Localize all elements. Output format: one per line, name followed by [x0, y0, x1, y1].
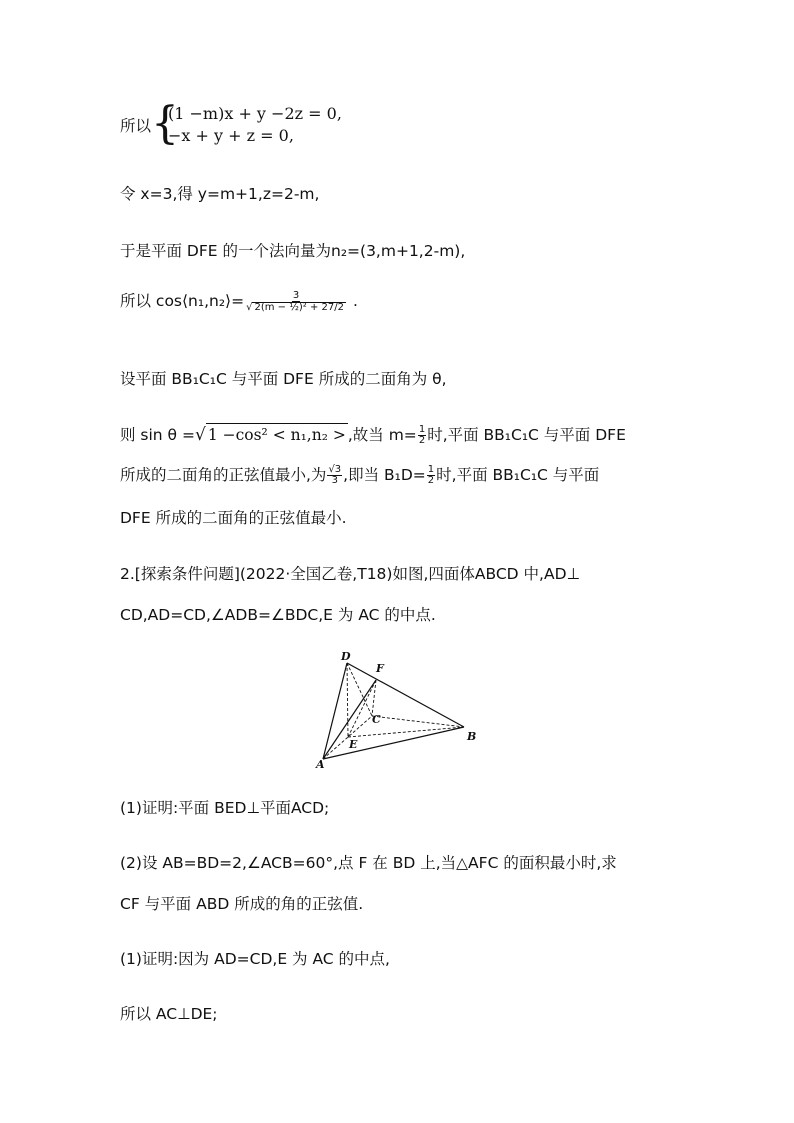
sin-mid: ,故当 m=: [347, 426, 417, 444]
sin-radicand: 1 −cos² < n₁,n₂ >: [206, 423, 348, 446]
line6-part-a: 所成的二面角的正弦值最小,为: [120, 466, 327, 484]
tetrahedron-figure: [312, 645, 492, 770]
edge-DC: [347, 663, 372, 716]
sqrt3-den: 3: [331, 475, 338, 486]
equation-system: [120, 98, 420, 149]
question-2-line-2: CF 与平面 ABD 所成的角的正弦值.: [120, 895, 364, 913]
proof-line-1: (1)证明:因为 AD=CD,E 为 AC 的中点,: [120, 950, 390, 968]
question-2-line-1: (2)设 AB=BD=2,∠ACB=60°,点 F 在 BD 上,当△AFC 的面积最小时,求: [120, 854, 617, 872]
sin-tail: 时,平面 BB₁C₁C 与平面 DFE: [427, 426, 626, 444]
sin-prefix: 则 sin θ =: [120, 426, 195, 444]
half-den-1: 2: [418, 435, 426, 446]
proof-line-2: 所以 AC⊥DE;: [120, 1005, 218, 1023]
half-fraction-1: [418, 425, 426, 446]
text-line-1: 令 x=3,得 y=m+1,z=2-m,: [120, 185, 320, 203]
equation-1: (1 −m)x + y −2z = 0,: [168, 104, 342, 123]
equation-2: −x + y + z = 0,: [168, 126, 294, 145]
sqrt-symbol: √: [194, 425, 206, 445]
edge-DA: [323, 663, 347, 759]
text-line-6: [120, 464, 599, 486]
label-B: B: [467, 730, 477, 743]
edge-EB: [348, 727, 464, 737]
left-brace: {: [151, 98, 179, 149]
half-fraction-2: [427, 465, 435, 486]
edge-CB: [372, 716, 464, 727]
cos-prefix: 所以 cos⟨n₁,n₂⟩=: [120, 292, 245, 310]
line6-part-c: 时,平面 BB₁C₁C 与平面: [436, 466, 600, 484]
sqrt3-num: √3: [328, 464, 342, 475]
sqrt3-fraction: [327, 465, 342, 486]
edge-AB: [323, 727, 464, 759]
text-line-2: 于是平面 DFE 的一个法向量为n₂=(3,m+1,2-m),: [120, 242, 466, 260]
label-D: D: [341, 650, 351, 663]
half-num-2: 1: [427, 464, 435, 475]
label-C: C: [372, 713, 381, 726]
edge-DB: [347, 663, 464, 727]
cos-numerator: 3: [292, 289, 300, 301]
system-label: 所以: [120, 117, 152, 135]
sin-radical: [206, 423, 348, 446]
sin-line: [120, 423, 626, 446]
half-den-2: 2: [427, 475, 435, 486]
problem-line-2: CD,AD=CD,∠ADB=∠BDC,E 为 AC 的中点.: [120, 606, 436, 624]
line6-part-b: ,即当 B₁D=: [343, 466, 426, 484]
cos-line: 所以 cos⟨n₁,n₂⟩= $\frac{3}{\text{√ 2(m − ½)² + 27/2}}$ .: [120, 289, 358, 313]
cos-fraction: [245, 291, 347, 313]
text-line-4: 设平面 BB₁C₁C 与平面 DFE 所成的二面角为 θ,: [120, 370, 447, 388]
edge-DE: [347, 663, 348, 737]
cos-denominator: √ 2(m − ½)² + 27/2: [246, 301, 345, 313]
label-A: A: [316, 758, 325, 770]
label-E: E: [349, 738, 358, 751]
label-F: F: [376, 662, 384, 675]
question-1: (1)证明:平面 BED⊥平面ACD;: [120, 799, 330, 817]
cos-denominator-radicand: 2(m − ½)² + 27/2: [254, 301, 345, 313]
problem-line-1: 2.[探索条件问题](2022·全国乙卷,T18)如图,四面体ABCD 中,AD⊥: [120, 565, 581, 583]
half-num-1: 1: [418, 424, 426, 435]
text-line-7: DFE 所成的二面角的正弦值最小.: [120, 509, 347, 527]
edge-EF: [348, 680, 376, 737]
